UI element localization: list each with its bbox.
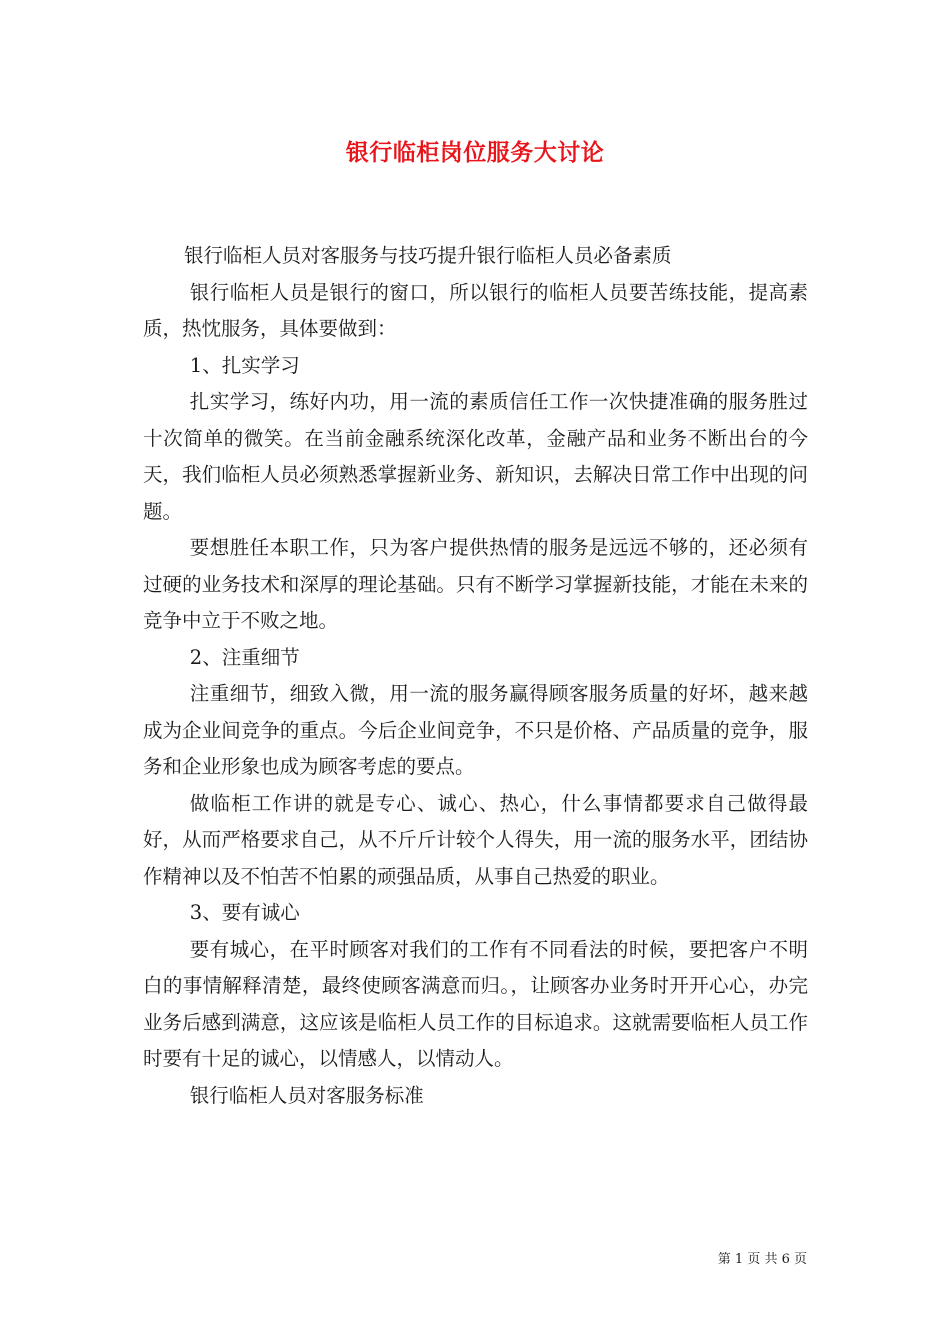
section-heading: 银行临柜人员对客服务标准: [189, 1083, 424, 1107]
paragraph: 要有城心，在平时顾客对我们的工作有不同看法的时候，要把客户不明白的事情解释清楚，最终使顾客满意而归。，让顾客办业务时开开心心，办完业务后感到满意，这应该是临柜人员工作的目标追求。这就需要临柜人员工作时要有十足的诚心，以情感人，以情动人。: [143, 937, 808, 1070]
paragraph-intro: 银行临柜人员对客服务与技巧提升银行临柜人员必备素质: [183, 244, 672, 267]
section-heading: 2、注重细节: [189, 645, 300, 669]
page-title: 银行临柜岗位服务大讨论: [345, 139, 605, 166]
document-body: [143, 238, 808, 1114]
paragraph: 扎实学习，练好内功，用一流的素质信任工作一次快捷准确的服务胜过十次简单的微笑。在当前金融系统深化改革，金融产品和业务不断出台的今天，我们临柜人员必须熟悉掌握新业务、新知识，去解决日常工作中出现的问题。: [143, 390, 808, 523]
section-heading: 1、扎实学习: [189, 353, 300, 377]
paragraph: 做临柜工作讲的就是专心、诚心、热心，什么事情都要求自己做得最好，从而严格要求自己，从不斤斤计较个人得失，用一流的服务水平，团结协作精神以及不怕苦不怕累的顽强品质，从事自己热爱的职业。: [143, 791, 808, 888]
paragraph: 银行临柜人员是银行的窗口，所以银行的临柜人员要苦练技能，提高素质，热忱服务，具体要做到：: [143, 280, 808, 340]
paragraph: 注重细节，细致入微，用一流的服务赢得顾客服务质量的好坏，越来越成为企业间竞争的重点。今后企业间竞争，不只是价格、产品质量的竞争，服务和企业形象也成为顾客考虑的要点。: [143, 682, 808, 778]
section-heading: 3、要有诚心: [189, 901, 300, 924]
paragraph: 要想胜任本职工作，只为客户提供热情的服务是远远不够的，还必须有过硬的业务技术和深厚的理论基础。只有不断学习掌握新技能，才能在未来的竞争中立于不败之地。: [143, 536, 808, 632]
page-number: 第 1 页 共 6 页: [717, 1252, 807, 1267]
